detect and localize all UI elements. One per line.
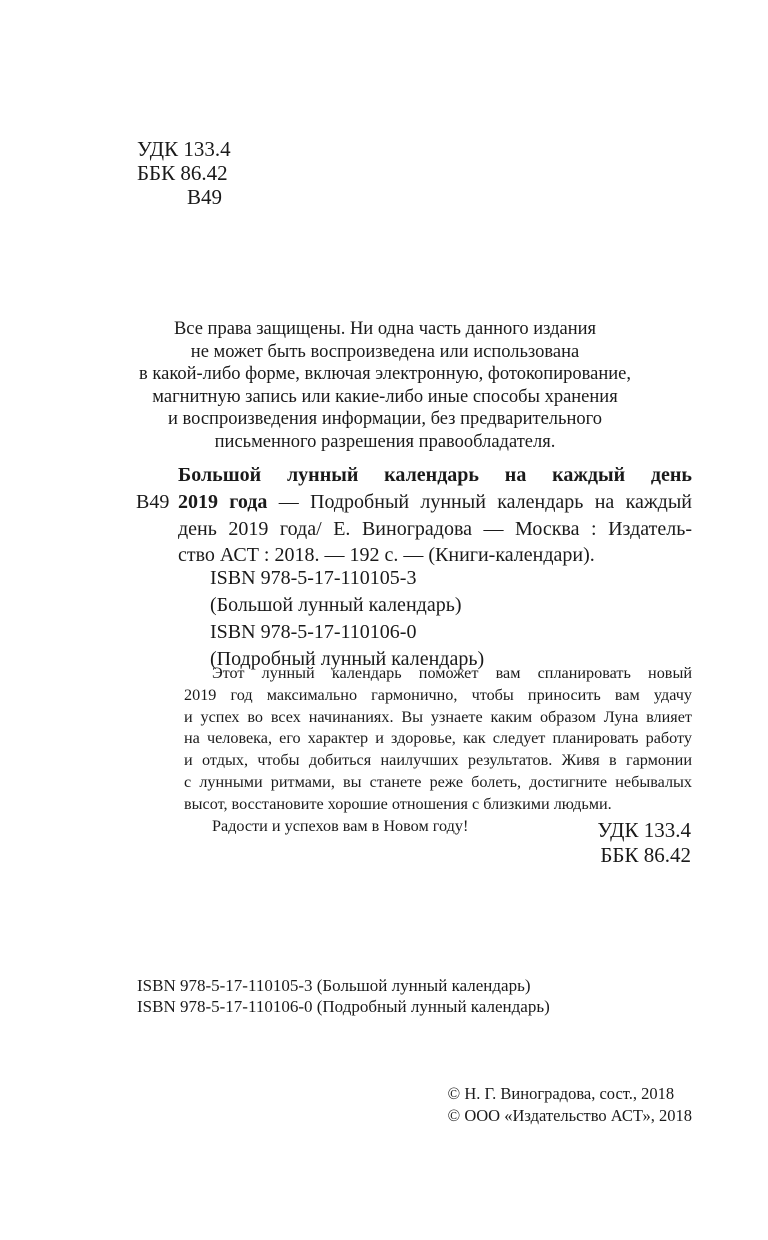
rights-line: не может быть воспроизведена или использована bbox=[190, 341, 580, 362]
annotation-line: на человека, его характер и здоровье, как следует планировать работу bbox=[184, 729, 692, 748]
annotation-line: с лунными ритмами, вы станете реже болеть, достигните небывалых bbox=[184, 772, 692, 791]
annotation bbox=[184, 663, 692, 837]
isbn-number: ISBN 978-5-17-110106-0 bbox=[210, 621, 417, 643]
book-title-part1: Большой лунный календарь на каждый день bbox=[178, 464, 692, 486]
copyright-block bbox=[448, 1083, 692, 1127]
isbn-edition: (Подробный лунный календарь) bbox=[210, 648, 485, 670]
bibliographic-record bbox=[178, 462, 692, 569]
copyright-line: © Н. Г. Виноградова, сост., 2018 bbox=[447, 1084, 675, 1103]
bbk-code-right: ББК 86.42 bbox=[600, 843, 691, 867]
rights-line: в какой-либо форме, включая электронную, фотокопирование, bbox=[139, 364, 631, 385]
biblio-subtitle: — Подробный лунный календарь на каждый bbox=[267, 490, 692, 513]
udk-code-top: УДК 133.4 bbox=[137, 137, 231, 161]
udk-code-right: УДК 133.4 bbox=[597, 818, 691, 842]
isbn-list bbox=[210, 565, 484, 673]
rights-line: Все права защищены. Ни одна часть данного издания bbox=[173, 319, 597, 339]
rights-line: магнитную запись или какие-либо иные способы хранения bbox=[152, 386, 618, 407]
biblio-line: ство АСТ : 2018. — 192 с. — (Книги-календари). bbox=[178, 544, 595, 567]
annotation-line: высот, восстановите хорошие отношения с близкими людьми. bbox=[184, 794, 612, 813]
copyright-line: © ООО «Издательство АСТ», 2018 bbox=[447, 1106, 692, 1125]
classification-right bbox=[597, 818, 691, 868]
annotation-line: Этот лунный календарь поможет вам спланировать новый bbox=[212, 664, 692, 682]
biblio-line: день 2019 года/ Е. Виноградова — Москва : Издатель- bbox=[178, 517, 692, 540]
rights-line: и воспроизведения информации, без предварительного bbox=[168, 409, 602, 430]
isbn-number: ISBN 978-5-17-110105-3 bbox=[210, 567, 417, 589]
book-title-part2: 2019 года bbox=[178, 490, 268, 513]
isbn-bottom bbox=[137, 975, 550, 1017]
biblio-line bbox=[178, 462, 692, 489]
isbn-bottom-line: ISBN 978-5-17-110106-0 (Подробный лунный календарь) bbox=[137, 997, 550, 1016]
rights-line: письменного разрешения правообладателя. bbox=[214, 431, 556, 452]
annotation-line: 2019 год максимально гармонично, чтобы приносить вам удачу bbox=[184, 685, 692, 704]
isbn-bottom-line: ISBN 978-5-17-110105-3 (Большой лунный календарь) bbox=[137, 976, 531, 995]
isbn-edition: (Большой лунный календарь) bbox=[210, 594, 462, 616]
annotation-line: и отдых, чтобы добиться наилучших результатов. Живя в гармонии bbox=[184, 751, 692, 770]
biblio-line bbox=[178, 489, 692, 516]
rights-notice bbox=[120, 318, 650, 454]
bbk-code-top: ББК 86.42 bbox=[137, 161, 228, 185]
annotation-line: и успех во всех начинаниях. Вы узнаете каким образом Луна влияет bbox=[184, 707, 692, 726]
author-mark-top: В49 bbox=[187, 185, 223, 209]
author-mark-biblio: В49 bbox=[136, 491, 170, 513]
annotation-wish: Радости и успехов вам в Новом году! bbox=[212, 816, 469, 835]
